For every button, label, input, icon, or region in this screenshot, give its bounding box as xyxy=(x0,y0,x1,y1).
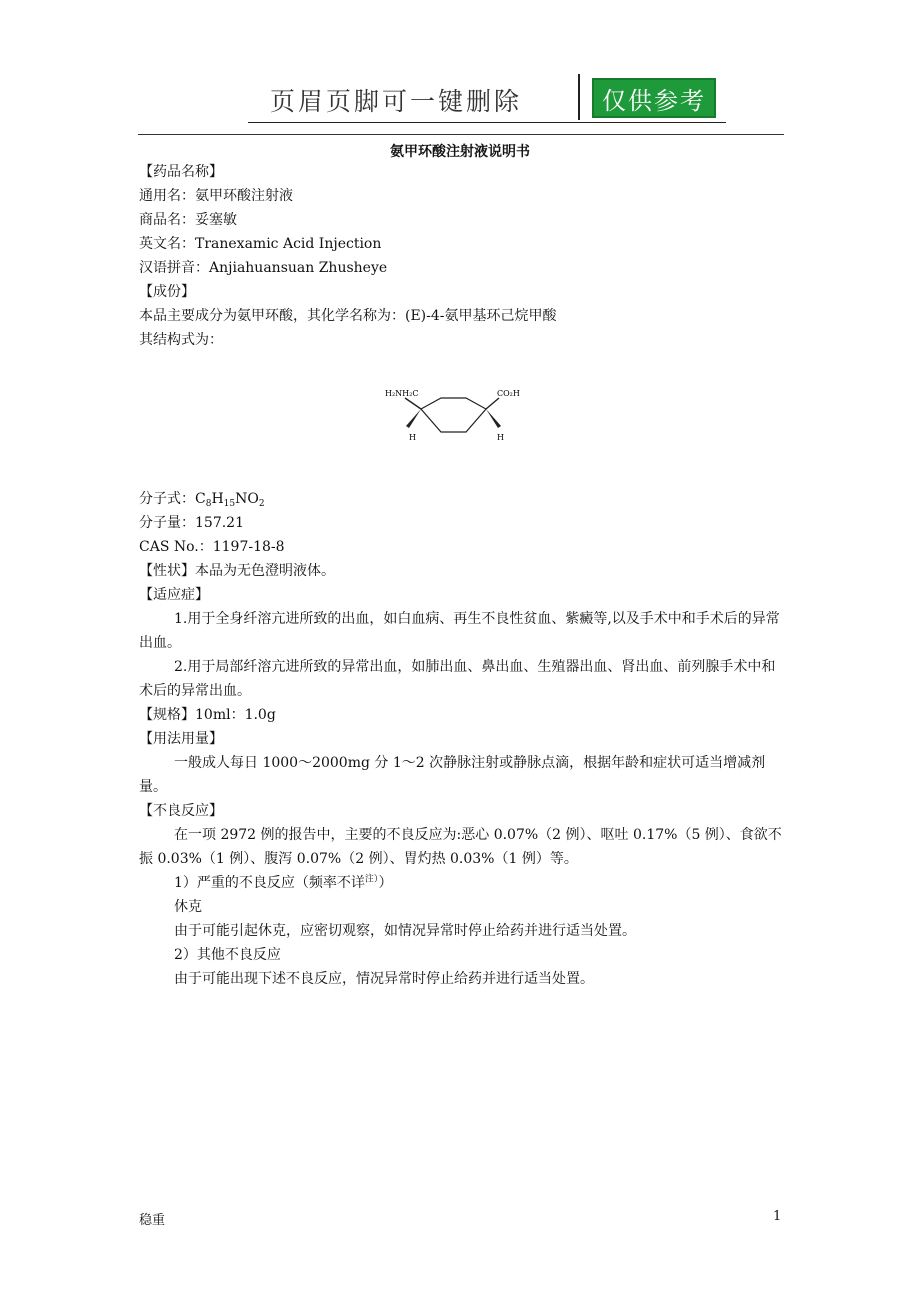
specification: 【规格】10ml：1.0g xyxy=(139,707,276,723)
serious-heading-end: ） xyxy=(378,875,393,891)
footer-label: 稳重 xyxy=(139,1213,166,1228)
structural-formula xyxy=(381,384,531,454)
header-rule xyxy=(248,122,726,123)
shock-label: 休克 xyxy=(174,899,202,915)
reference-badge: 仅供参考 xyxy=(592,78,716,118)
formula-c: C xyxy=(195,491,206,507)
properties: 【性状】本品为无色澄明液体。 xyxy=(139,563,335,579)
left-h-label: H xyxy=(409,433,416,442)
structure-diagram xyxy=(139,352,784,487)
pinyin-name: 汉语拼音：Anjiahuansuan Zhusheye xyxy=(139,260,388,276)
header-divider xyxy=(578,74,580,120)
other-adverse-heading: 2）其他不良反应 xyxy=(174,947,281,963)
molecular-formula xyxy=(139,487,784,511)
document-body xyxy=(139,160,784,991)
indication-item-1: 1.用于全身纤溶亢进所致的出血，如白血病、再生不良性贫血、紫癜等,以及手术中和手术后的异常出血。 xyxy=(139,611,780,651)
formula-h-count: 15 xyxy=(223,499,236,509)
dosage-text: 一般成人每日 1000～2000mg 分 1～2 次静脉注射或静脉点滴，根据年龄和症状可适当增减剂量。 xyxy=(139,755,766,795)
left-group-label: H₂NH₂C xyxy=(385,389,419,398)
page-number: 1 xyxy=(773,1209,782,1224)
formula-no: NO xyxy=(235,491,259,507)
english-name: 英文名：Tranexamic Acid Injection xyxy=(139,236,382,252)
header-underline xyxy=(138,134,784,135)
right-h-label: H xyxy=(497,433,504,442)
brand-name: 商品名：妥塞敏 xyxy=(139,212,237,228)
other-adverse-text: 由于可能出现下述不良反应，情况异常时停止给药并进行适当处置。 xyxy=(174,971,594,987)
drug-name-heading: 【药品名称】 xyxy=(139,164,223,180)
header-watermark-text: 页眉页脚可一键删除 xyxy=(270,87,523,116)
formula-h: H xyxy=(211,491,224,507)
shock-text: 由于可能引起休克，应密切观察，如情况异常时停止给药并进行适当处置。 xyxy=(174,923,636,939)
adverse-heading: 【不良反应】 xyxy=(139,803,223,819)
generic-name: 通用名：氨甲环酸注射液 xyxy=(139,188,293,204)
indications-heading: 【适应症】 xyxy=(139,587,209,603)
molecular-weight: 分子量：157.21 xyxy=(139,515,244,531)
document-title: 氨甲环酸注射液说明书 xyxy=(390,144,530,160)
serious-heading-text: 1）严重的不良反应（频率不详 xyxy=(174,875,365,891)
formula-label: 分子式： xyxy=(139,491,195,507)
adverse-text: 在一项 2972 例的报告中，主要的不良反应为:恶心 0.07%（2 例）、呕吐 0.17%（5 例）、食欲不振 0.03%（1 例）、腹泻 0.07%（2 例）、胃灼热 0.03%（1 例）等。 xyxy=(139,827,782,867)
composition-main: 本品主要成分为氨甲环酸，其化学名称为：(E)-4-氨甲基环己烷甲酸 xyxy=(139,308,557,324)
structure-intro: 其结构式为： xyxy=(139,332,223,348)
indication-item-2: 2.用于局部纤溶亢进所致的异常出血，如肺出血、鼻出血、生殖器出血、肾出血、前列腺手术中和术后的异常出血。 xyxy=(139,659,776,699)
composition-heading: 【成份】 xyxy=(139,284,195,300)
dosage-heading: 【用法用量】 xyxy=(139,731,223,747)
serious-adverse-heading xyxy=(139,871,784,895)
formula-c-count: 8 xyxy=(205,499,212,509)
formula-o-count: 2 xyxy=(258,499,265,509)
serious-note: 注） xyxy=(364,874,379,885)
right-group-label: CO₂H xyxy=(497,389,520,398)
cas-number: CAS No.：1197-18-8 xyxy=(139,539,285,555)
